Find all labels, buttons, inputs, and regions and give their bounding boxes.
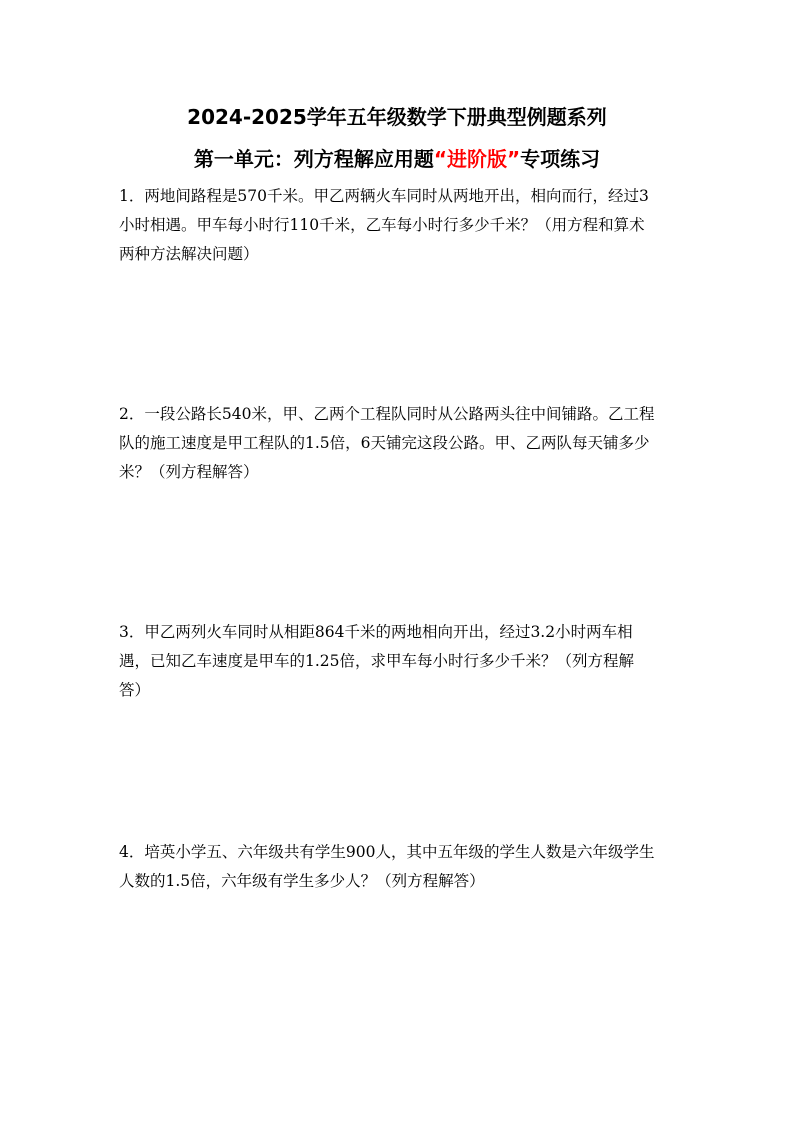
subtitle-highlight: “进阶版” (433, 147, 521, 171)
question-line: 米？（列方程解答） (119, 463, 259, 481)
subtitle-prefix: 第一单元：列方程解应用题 (193, 147, 434, 171)
document-subtitle (0, 145, 794, 173)
subtitle-suffix: 专项练习 (520, 147, 601, 171)
question-line: 3．甲乙两列火车同时从相距864千米的两地相向开出，经过3.2小时两车相 (119, 623, 633, 641)
question-1 (119, 182, 679, 269)
question-line: 小时相遇。甲车每小时行110千米，乙车每小时行多少千米？（用方程和算术 (119, 216, 645, 234)
question-2 (119, 400, 679, 487)
question-line: 遇，已知乙车速度是甲车的1.25倍，求甲车每小时行多少千米？（列方程解 (119, 652, 635, 670)
question-line: 人数的1.5倍，六年级有学生多少人？（列方程解答） (119, 872, 485, 890)
question-line: 2．一段公路长540米，甲、乙两个工程队同时从公路两头往中间铺路。乙工程 (119, 405, 655, 423)
question-line: 两种方法解决问题） (119, 245, 259, 263)
question-4 (119, 838, 679, 896)
question-line: 答） (119, 681, 151, 699)
question-line: 4．培英小学五、六年级共有学生900人，其中五年级的学生人数是六年级学生 (119, 843, 655, 861)
question-line: 1．两地间路程是570千米。甲乙两辆火车同时从两地开出，相向而行，经过3 (119, 187, 649, 205)
question-3 (119, 618, 679, 705)
document-title: 2024-2025学年五年级数学下册典型例题系列 (187, 105, 607, 129)
question-line: 队的施工速度是甲工程队的1.5倍，6天铺完这段公路。甲、乙两队每天铺多少 (119, 434, 650, 452)
